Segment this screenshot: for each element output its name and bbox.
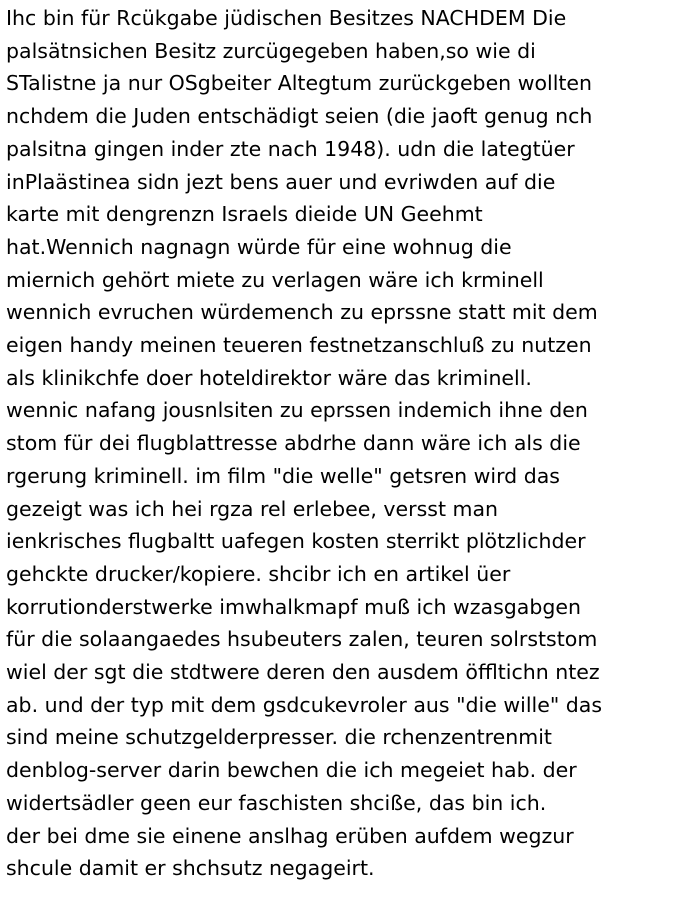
text-line: ab. und der typ mit dem gsdcukevroler aus "die wille" das xyxy=(6,692,603,717)
text-line: wiel der sgt die stdtwere deren den ausdem öffltichn ntez xyxy=(6,660,600,685)
text-line: shcule damit er shchsutz negageirt. xyxy=(6,856,375,881)
text-body xyxy=(6,2,682,885)
text-line: gezeigt was ich hei rgza rel erlebee, versst man xyxy=(6,496,499,521)
text-line: sind meine schutzgelderpresser. die rchenzentrenmit xyxy=(6,725,552,750)
text-line: korrutionderstwerke imwhalkmapf muß ich wzasgabgen xyxy=(6,594,581,619)
text-line: ienkrisches flugbaltt uafegen kosten sterrikt plötzlichder xyxy=(6,529,586,554)
text-line: miernich gehört miete zu verlagen wäre ich krminell xyxy=(6,267,544,292)
text-line: palsitna gingen inder zte nach 1948). udn die lategtüer xyxy=(6,136,575,161)
text-line: wennich evruchen würdemench zu eprssne statt mit dem xyxy=(6,300,598,325)
text-line: palsätnsichen Besitz zurcügegeben haben,so wie di xyxy=(6,38,536,63)
text-line: Ihc bin für Rcükgabe jüdischen Besitzes NACHDEM Die xyxy=(6,6,567,30)
text-line: nchdem die Juden entschädigt seien (die jaoft genug nch xyxy=(6,104,593,129)
text-line: als klinikchfe doer hoteldirektor wäre das kriminell. xyxy=(6,365,532,390)
text-line: eigen handy meinen teueren festnetzanschluß zu nutzen xyxy=(6,333,592,358)
text-line: gehckte drucker/kopiere. shcibr ich en artikel üer xyxy=(6,561,511,586)
text-line: stom für dei flugblattresse abdrhe dann wäre ich als die xyxy=(6,431,581,456)
text-line: wennic nafang jousnlsiten zu eprssen indemich ihne den xyxy=(6,398,588,423)
text-line: rgerung kriminell. im film "die welle" getsren wird das xyxy=(6,463,560,488)
text-line: STalistne ja nur OSgbeiter Altegtum zurückgeben wollten xyxy=(6,71,593,96)
text-line: der bei dme sie einene anslhag erüben aufdem wegzur xyxy=(6,823,574,848)
text-line: hat.Wennich nagnagn würde für eine wohnug die xyxy=(6,234,512,259)
text-line: karte mit dengrenzn Israels dieide UN Geehmt xyxy=(6,202,483,227)
text-line: denblog-server darin bewchen die ich megeiet hab. der xyxy=(6,758,577,783)
text-line: inPlaästinea sidn jezt bens auer und evriwden auf die xyxy=(6,169,556,194)
text-line: widertsädler geen eur faschisten shciße, das bin ich. xyxy=(6,790,547,815)
text-line: für die solaangaedes hsubeuters zalen, teuren solrststom xyxy=(6,627,598,652)
